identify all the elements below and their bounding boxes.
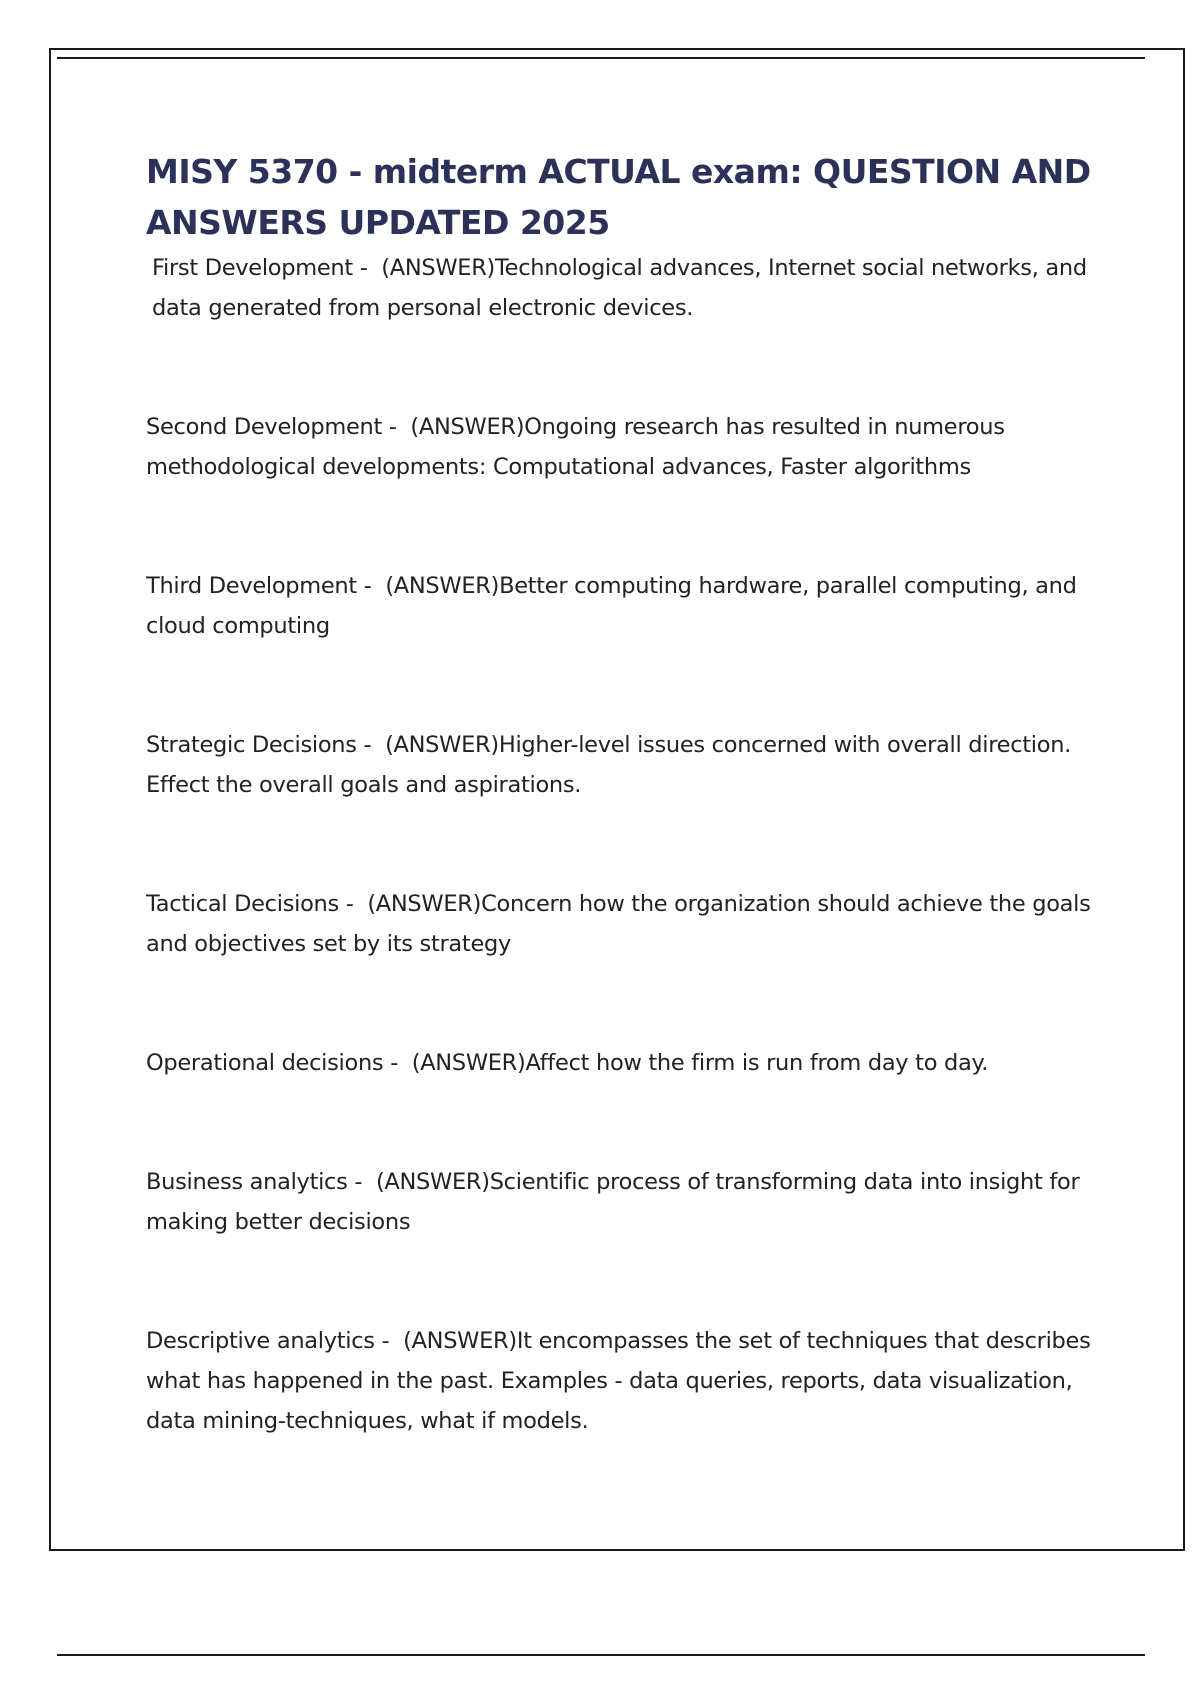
footer-rule [57, 1654, 1145, 1656]
qa-term: Descriptive analytics [146, 1328, 375, 1354]
qa-answer: Ongoing research has resulted in numerous methodological developments: Computational advances, Faster algorithms [146, 414, 1005, 480]
qa-item-tactical-decisions [146, 884, 1096, 964]
qa-item-first-development [146, 248, 1096, 328]
qa-term: Operational decisions [146, 1050, 384, 1076]
qa-term: Third Development [146, 573, 357, 599]
answer-tag: (ANSWER) [385, 732, 499, 758]
qa-answer: Technological advances, Internet social networks, and data generated from personal electronic devices. [152, 255, 1087, 321]
qa-answer: Better computing hardware, parallel computing, and cloud computing [146, 573, 1077, 639]
qa-answer: It encompasses the set of techniques that describes what has happened in the past. Examples - data queries, reports, data visualization, data mining-techniques, what if models. [146, 1328, 1091, 1434]
qa-item-second-development [146, 407, 1096, 487]
qa-term: Second Development [146, 414, 383, 440]
document-body [146, 146, 1096, 1441]
qa-separator: - [356, 573, 386, 599]
document-title: MISY 5370 - midterm ACTUAL exam: QUESTION AND ANSWERS UPDATED 2025 [146, 152, 1091, 242]
answer-tag: (ANSWER) [367, 891, 482, 917]
answer-tag: (ANSWER) [381, 255, 496, 281]
qa-term: Tactical Decisions [146, 891, 339, 917]
qa-separator: - [352, 255, 382, 281]
qa-item-descriptive-analytics [146, 1321, 1096, 1441]
answer-tag: (ANSWER) [411, 1050, 526, 1076]
answer-tag: (ANSWER) [403, 1328, 517, 1354]
answer-tag: (ANSWER) [375, 1169, 490, 1195]
qa-separator: - [347, 1169, 376, 1195]
qa-item-operational-decisions [146, 1043, 1096, 1083]
qa-answer: Higher-level issues concerned with overall direction. Effect the overall goals and aspirations. [146, 732, 1072, 798]
qa-answer: Concern how the organization should achieve the goals and objectives set by its strategy [146, 891, 1091, 957]
qa-item-strategic-decisions [146, 725, 1096, 805]
qa-separator: - [383, 1050, 412, 1076]
qa-item-third-development [146, 566, 1096, 646]
answer-tag: (ANSWER) [410, 414, 525, 440]
qa-separator: - [382, 414, 411, 440]
qa-list [146, 248, 1096, 1441]
qa-separator: - [338, 891, 368, 917]
header-rule [57, 57, 1145, 59]
qa-separator: - [374, 1328, 404, 1354]
qa-separator: - [356, 732, 386, 758]
qa-answer: Affect how the firm is run from day to day. [525, 1050, 989, 1076]
qa-term: Business analytics [146, 1169, 348, 1195]
qa-answer: Scientific process of transforming data into insight for making better decisions [146, 1169, 1080, 1235]
qa-term: Strategic Decisions [146, 732, 357, 758]
qa-term: First Development [152, 255, 353, 281]
qa-item-business-analytics [146, 1162, 1096, 1242]
answer-tag: (ANSWER) [385, 573, 500, 599]
